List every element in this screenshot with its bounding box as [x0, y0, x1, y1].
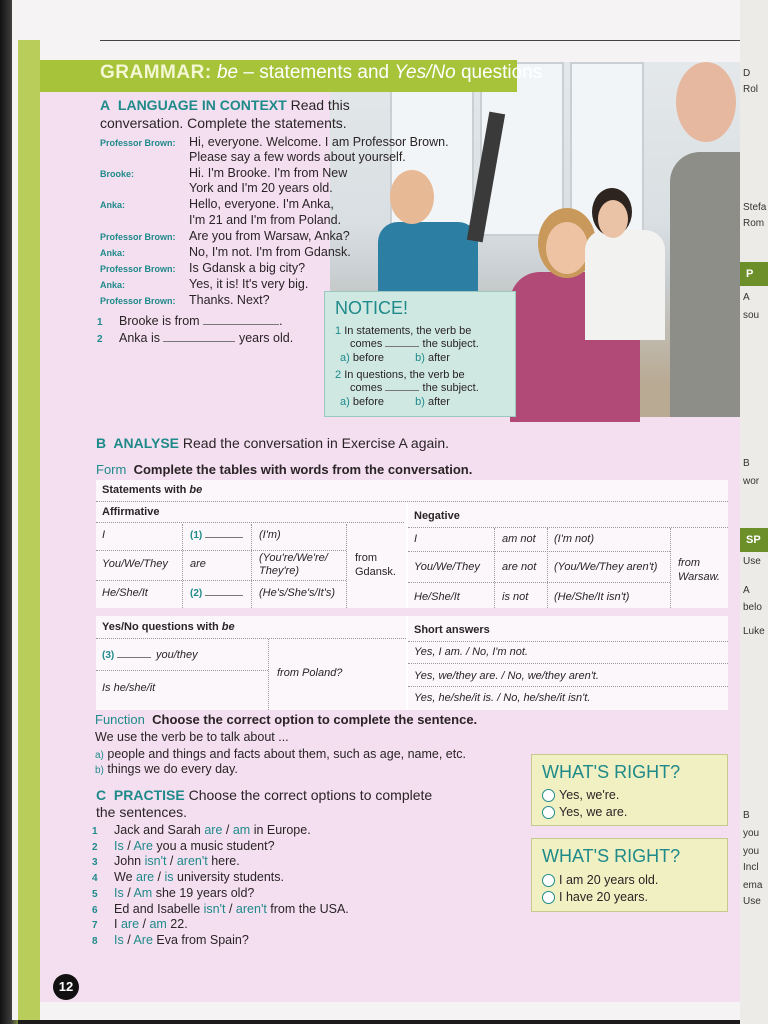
option-1[interactable]: isn't — [144, 854, 167, 869]
aff-contraction: (You're/We're/ — [259, 552, 328, 564]
option-2[interactable]: am — [149, 917, 167, 932]
neg-verb: are not — [502, 561, 537, 573]
option-before[interactable]: before — [352, 352, 385, 364]
facing-page-text: Incl — [743, 862, 759, 873]
col-divider — [670, 528, 671, 608]
option-2[interactable]: aren't — [235, 901, 267, 916]
section-a-instr1: Read this — [290, 97, 350, 113]
aff-subject: You/We/They — [102, 558, 168, 570]
facing-page-text: A — [743, 585, 750, 596]
notice-text: comes — [350, 382, 383, 394]
option-letter: b) — [415, 352, 425, 364]
negative-heading: Negative — [414, 510, 460, 522]
whats-right-title: WHAT'S RIGHT? — [542, 762, 681, 782]
notice-text: In questions, the verb be — [344, 369, 465, 381]
section-b-letter: B — [96, 435, 107, 451]
option-2[interactable]: Are — [133, 932, 153, 947]
item-post: she 19 years old? — [152, 885, 255, 900]
speaker: Brooke: — [100, 169, 135, 179]
notice-number: 2 — [335, 369, 342, 381]
answer-blank[interactable] — [205, 595, 243, 596]
col-divider — [268, 639, 269, 710]
option-text: Yes, we're. — [559, 788, 620, 802]
neg-contraction: (You/We/They aren't) — [554, 561, 658, 573]
dialogue-line: Hi. I'm Brooke. I'm from New — [189, 166, 348, 180]
option-separator: / — [123, 932, 134, 947]
facing-page-text: Rol — [743, 84, 759, 95]
radio-button[interactable] — [542, 789, 555, 802]
question-text: Anka is — [119, 331, 160, 345]
item-pre: John — [114, 854, 145, 869]
question-end: years old. — [238, 331, 294, 345]
option-after[interactable]: after — [427, 396, 450, 408]
grammar-label: GRAMMAR: — [100, 62, 212, 83]
student-girl-face — [546, 222, 588, 274]
row-divider — [408, 686, 728, 687]
neg-place: Warsaw. — [678, 571, 720, 583]
aff-subject: He/She/It — [102, 587, 148, 599]
section-b-label: ANALYSE — [113, 435, 180, 451]
practise-item — [92, 839, 275, 853]
professor-head — [676, 62, 736, 142]
yesno-subject: Is he/she/it — [102, 682, 156, 694]
radio-button[interactable] — [542, 806, 555, 819]
blank-number: (2) — [190, 588, 203, 599]
yesno-subject: you/they — [156, 649, 198, 661]
facing-page-text: you — [743, 846, 760, 857]
aff-contraction: (I'm) — [259, 529, 281, 541]
whats-right-option[interactable] — [542, 873, 658, 887]
short-answers-title: Short answers — [414, 624, 490, 636]
student-girl-dark — [585, 230, 665, 340]
whats-right-option[interactable] — [542, 788, 619, 802]
function-option-a[interactable] — [95, 747, 466, 761]
aff-contraction-2: They're) — [259, 565, 299, 577]
option-separator: / — [166, 854, 177, 869]
notice-title: NOTICE! — [335, 298, 409, 318]
section-c-instr2: the sentences. — [96, 804, 188, 820]
notice-item-2 — [335, 369, 465, 381]
short-answer: Yes, he/she/it is. / No, he/she/it isn't. — [414, 692, 591, 704]
facing-page-text: D — [743, 68, 751, 79]
form-label: Form — [96, 462, 127, 477]
facing-page-text: ema — [743, 880, 763, 891]
aff-blank-2 — [190, 588, 243, 599]
whats-right-title: WHAT'S RIGHT? — [542, 846, 681, 866]
dialogue-line: Are you from Warsaw, Anka? — [189, 229, 350, 243]
item-number: 2 — [92, 841, 98, 853]
dialogue-line: York and I'm 20 years old. — [189, 181, 333, 195]
affirmative-heading: Affirmative — [102, 506, 160, 518]
speaker: Professor Brown: — [100, 296, 176, 306]
answer-blank[interactable] — [385, 346, 419, 347]
neg-verb: am not — [502, 533, 536, 545]
page-number: 12 — [53, 974, 79, 1000]
top-rule — [100, 40, 740, 41]
whats-right-option[interactable] — [542, 805, 627, 819]
row-divider — [96, 522, 404, 523]
answer-blank[interactable] — [205, 537, 243, 538]
option-separator: / — [154, 870, 165, 885]
neg-contraction: (I'm not) — [554, 533, 594, 545]
neg-verb: is not — [502, 591, 529, 603]
notice-text: comes — [350, 338, 383, 350]
yesno-title — [102, 621, 235, 633]
row-divider — [408, 582, 670, 583]
dialogue-line: Hello, everyone. I'm Anka, — [189, 197, 334, 211]
speaker: Professor Brown: — [100, 232, 176, 242]
option-2[interactable]: am — [232, 823, 251, 837]
item-post: Eva from Spain? — [152, 932, 249, 947]
item-number: 4 — [92, 873, 98, 885]
section-c-heading — [96, 787, 432, 803]
whats-right-box-1 — [531, 754, 728, 826]
option-2[interactable]: Are — [133, 838, 153, 853]
facing-page-text: Luke — [743, 626, 765, 637]
function-heading — [95, 712, 477, 727]
yesno-blank-3 — [102, 650, 151, 661]
col-divider — [346, 524, 347, 608]
aff-from: from — [355, 552, 377, 564]
grammar-subject: be — [216, 62, 239, 83]
questions-table — [96, 616, 728, 710]
radio-button[interactable] — [542, 874, 555, 887]
option-1[interactable]: are — [136, 870, 155, 885]
section-c-label: PRACTISE — [113, 787, 185, 803]
facing-page-text: Stefa — [743, 202, 767, 213]
dialogue-line: Hi, everyone. Welcome. I am Professor Brown. — [189, 135, 449, 149]
speaker: Anka: — [100, 200, 126, 210]
speaker: Anka: — [100, 280, 126, 290]
notice-number: 1 — [335, 325, 342, 337]
option-separator: / — [139, 917, 150, 932]
statements-title-be: be — [189, 484, 203, 496]
question-text: Brooke is from — [119, 314, 200, 328]
col-divider — [182, 524, 183, 608]
short-answer: Yes, we/they are. / No, we/they aren't. — [414, 670, 599, 682]
notice-text: In statements, the verb be — [344, 325, 472, 337]
item-number: 3 — [92, 857, 98, 869]
practise-item — [92, 854, 240, 868]
blank-number: (1) — [190, 530, 203, 541]
aff-blank-1 — [190, 530, 243, 541]
item-number: 7 — [92, 920, 98, 932]
facing-page-text: Use — [743, 556, 761, 567]
question-number: 1 — [97, 317, 103, 328]
dialogue-line: Yes, it is! It's very big. — [189, 277, 309, 291]
table-split — [406, 502, 408, 608]
section-c-instr1: Choose the correct options to complete — [188, 787, 433, 803]
statements-table — [96, 480, 728, 608]
blank-number: (3) — [102, 650, 115, 661]
section-a-instr2: conversation. Complete the statements. — [100, 115, 347, 131]
aff-contraction: (He's/She's/It's) — [259, 587, 335, 599]
section-a-heading — [100, 97, 350, 113]
speaker: Anka: — [100, 248, 126, 258]
facing-page-text: Rom — [743, 218, 765, 229]
practise-item — [92, 886, 254, 900]
option-separator: / — [225, 901, 236, 916]
practise-item — [92, 823, 311, 837]
row-divider — [96, 638, 406, 639]
facing-page-text: Use — [743, 896, 761, 907]
answer-blank[interactable] — [163, 341, 235, 342]
facing-page-text: B — [743, 810, 750, 821]
answer-blank[interactable] — [117, 657, 151, 658]
option-text: Yes, we are. — [559, 805, 628, 819]
neg-from: from — [678, 557, 700, 569]
grammar-title-rest: – statements and — [238, 62, 395, 83]
item-post: from the USA. — [266, 901, 349, 916]
answer-blank[interactable] — [385, 390, 419, 391]
function-stem: We use the verb be to talk about ... — [95, 730, 289, 744]
option-separator: / — [123, 885, 134, 900]
row-divider — [408, 641, 728, 642]
question-number: 2 — [97, 334, 103, 345]
row-divider — [96, 550, 346, 551]
row-divider — [96, 501, 728, 502]
yesno-title-text: Yes/No questions with — [102, 621, 222, 633]
row-divider — [408, 527, 728, 528]
section-a-label: LANGUAGE IN CONTEXT — [117, 97, 287, 113]
professor — [670, 152, 740, 417]
option-text: people and things and facts about them, such as age, name, etc. — [107, 747, 466, 761]
notice-text: the subject. — [422, 338, 479, 350]
dialogue-line: Is Gdansk a big city? — [189, 261, 306, 275]
item-pre: Ed and Isabelle — [114, 901, 204, 916]
question-a2 — [97, 331, 293, 345]
yesno-title-be: be — [221, 621, 235, 633]
section-a-letter: A — [100, 97, 111, 113]
neg-contraction: (He/She/It isn't) — [554, 591, 630, 603]
option-separator: / — [222, 823, 233, 837]
facing-page-text: P — [740, 262, 768, 286]
option-1[interactable]: Is — [114, 885, 124, 900]
item-post: here. — [207, 854, 240, 869]
green-margin-strip — [18, 40, 40, 1020]
dialogue-line: Please say a few words about yourself. — [189, 150, 406, 164]
section-b-heading — [96, 435, 449, 451]
function-label: Function — [95, 712, 145, 727]
notice-options-1 — [340, 352, 450, 364]
option-1[interactable]: Is — [114, 838, 124, 853]
short-answer: Yes, I am. / No, I'm not. — [414, 646, 528, 658]
option-separator: / — [123, 838, 134, 853]
option-1[interactable]: isn't — [203, 901, 226, 916]
dialogue-line: Thanks. Next? — [189, 293, 270, 307]
neg-subject: You/We/They — [414, 561, 480, 573]
aff-verb: are — [190, 558, 206, 570]
function-option-b[interactable] — [95, 762, 238, 776]
item-number: 8 — [92, 935, 98, 947]
notice-options-2 — [340, 396, 450, 408]
item-number: 1 — [92, 826, 98, 837]
whats-right-box-2 — [531, 838, 728, 912]
yesno-from: from Poland? — [277, 667, 343, 679]
facing-page-text: wor — [743, 476, 760, 487]
dialogue-line: I'm 21 and I'm from Poland. — [189, 213, 342, 227]
practise-item — [92, 933, 249, 947]
section-b-instr: Read the conversation in Exercise A again. — [182, 435, 450, 451]
item-number: 5 — [92, 888, 98, 900]
row-divider — [408, 551, 670, 552]
grammar-title — [100, 62, 542, 84]
col-divider — [494, 528, 495, 608]
whats-right-option[interactable] — [542, 890, 648, 904]
student-girl-dark-face — [598, 200, 628, 238]
facing-page-text: SP — [740, 528, 768, 552]
item-post: 22. — [166, 917, 188, 932]
option-2[interactable]: aren't — [176, 854, 208, 869]
grammar-title-end: questions — [455, 62, 543, 83]
option-letter: a) — [95, 750, 104, 761]
notice-item-1 — [335, 325, 471, 337]
row-divider — [96, 670, 268, 671]
grammar-yesno: Yes/No — [394, 62, 456, 83]
facing-page-text: A — [743, 292, 750, 303]
facing-page-text: belo — [743, 602, 762, 613]
answer-blank[interactable] — [203, 324, 279, 325]
practise-item — [92, 917, 188, 931]
statements-title-text: Statements with — [102, 484, 190, 496]
item-number: 6 — [92, 904, 98, 916]
notice-item-2-line2 — [350, 382, 479, 394]
notice-box — [324, 291, 516, 417]
function-instr: Choose the correct option to complete the sentence. — [152, 712, 478, 727]
facing-page-text: sou — [743, 310, 760, 321]
notice-item-1-line2 — [350, 338, 479, 350]
row-divider — [408, 663, 728, 664]
section-c-letter: C — [96, 787, 107, 803]
practise-item — [92, 870, 284, 884]
option-text: I have 20 years. — [559, 890, 648, 904]
question-end: . — [279, 314, 283, 328]
option-before[interactable]: before — [352, 396, 385, 408]
item-post: university students. — [173, 870, 284, 885]
item-pre: Jack and Sarah — [114, 823, 205, 837]
item-post: you a music student? — [152, 838, 275, 853]
option-1[interactable]: are — [204, 823, 223, 837]
item-post: in Europe. — [250, 823, 311, 837]
row-divider — [96, 580, 346, 581]
form-heading — [96, 462, 472, 477]
dialogue-line: No, I'm not. I'm from Gdansk. — [189, 245, 351, 259]
option-letter: a) — [340, 396, 350, 408]
item-pre: We — [114, 870, 136, 885]
student-boy-head — [390, 170, 434, 224]
option-1[interactable]: are — [120, 917, 140, 932]
neg-subject: I — [414, 533, 418, 545]
question-a1 — [97, 314, 283, 328]
option-letter: b) — [95, 765, 104, 776]
option-2[interactable]: Am — [133, 885, 153, 900]
option-text: I am 20 years old. — [559, 873, 659, 887]
option-text: things we do every day. — [107, 762, 238, 776]
statements-title — [102, 484, 202, 496]
facing-page — [740, 0, 768, 1024]
speaker: Professor Brown: — [100, 138, 176, 148]
col-divider — [547, 528, 548, 608]
col-divider — [251, 524, 252, 608]
facing-page-text: B — [743, 458, 750, 469]
option-letter: a) — [340, 352, 350, 364]
aff-place: Gdansk. — [355, 566, 396, 578]
neg-subject: He/She/It — [414, 591, 460, 603]
speaker: Professor Brown: — [100, 264, 176, 274]
option-1[interactable]: Is — [114, 932, 124, 947]
option-2[interactable]: is — [164, 870, 174, 885]
form-instr: Complete the tables with words from the conversation. — [133, 462, 473, 477]
radio-button[interactable] — [542, 891, 555, 904]
notice-text: the subject. — [422, 382, 479, 394]
practise-item — [92, 902, 349, 916]
option-after[interactable]: after — [427, 352, 450, 364]
aff-subject: I — [102, 529, 106, 541]
option-letter: b) — [415, 396, 425, 408]
facing-page-text: you — [743, 828, 760, 839]
item-pre: I — [114, 917, 121, 932]
